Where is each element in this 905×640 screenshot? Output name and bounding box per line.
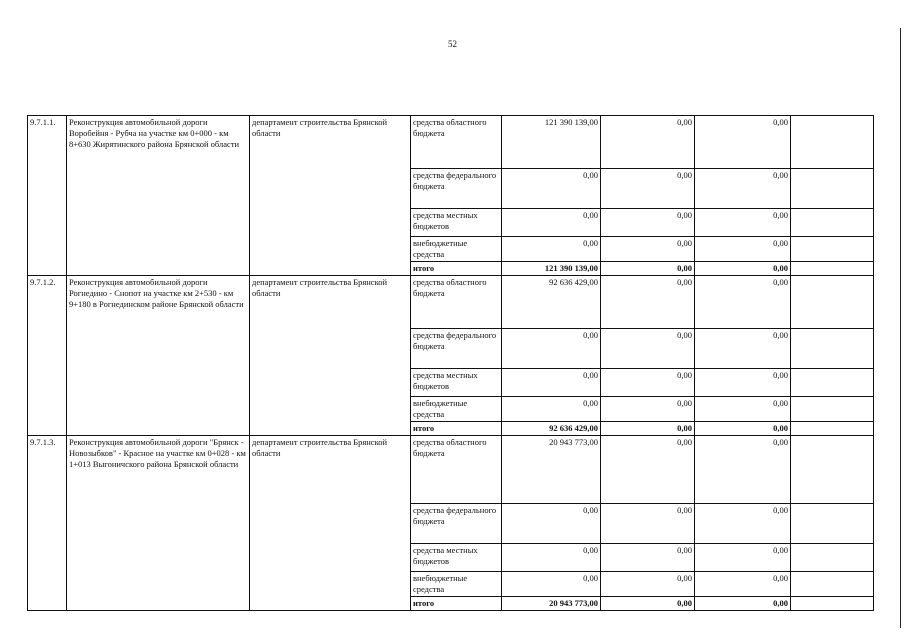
empty-cell [791,169,874,209]
amount-year-1: 0,00 [502,169,601,209]
amount-year-3: 0,00 [695,397,791,422]
amount-year-2: 0,00 [601,329,695,369]
funding-source: внебюджетные средства [411,237,502,262]
amount-year-3: 0,00 [695,597,791,611]
table-row [28,436,874,504]
funding-source: средства областного бюджета [411,116,502,169]
amount-year-2: 0,00 [601,544,695,572]
amount-year-1: 0,00 [502,237,601,262]
amount-year-2: 0,00 [601,422,695,436]
amount-year-3: 0,00 [695,169,791,209]
empty-cell [791,262,874,276]
table-row [28,116,874,169]
funding-source: средства областного бюджета [411,276,502,329]
amount-year-3: 0,00 [695,422,791,436]
empty-cell [791,572,874,597]
funding-source: средства федерального бюджета [411,329,502,369]
budget-table [27,115,874,611]
amount-year-1: 121 390 139,00 [502,116,601,169]
amount-year-2: 0,00 [601,436,695,504]
funding-source: итого [411,597,502,611]
project-executor: департамент строительства Брянской области [250,116,411,276]
project-code: 9.7.1.2. [28,276,67,436]
funding-source: средства местных бюджетов [411,544,502,572]
empty-cell [791,397,874,422]
empty-cell [791,597,874,611]
amount-year-1: 0,00 [502,329,601,369]
funding-source: средства местных бюджетов [411,209,502,237]
empty-cell [791,544,874,572]
amount-year-1: 0,00 [502,504,601,544]
amount-year-3: 0,00 [695,436,791,504]
empty-cell [791,116,874,169]
amount-year-2: 0,00 [601,116,695,169]
amount-year-3: 0,00 [695,544,791,572]
funding-source: средства местных бюджетов [411,369,502,397]
amount-year-3: 0,00 [695,209,791,237]
amount-year-1: 0,00 [502,209,601,237]
page-number: 52 [448,39,457,49]
amount-year-2: 0,00 [601,276,695,329]
amount-year-3: 0,00 [695,572,791,597]
amount-year-2: 0,00 [601,262,695,276]
amount-year-3: 0,00 [695,504,791,544]
funding-source: внебюджетные средства [411,572,502,597]
empty-cell [791,504,874,544]
empty-cell [791,276,874,329]
funding-source: итого [411,422,502,436]
project-executor: департамент строительства Брянской области [250,436,411,611]
empty-cell [791,209,874,237]
project-description: Реконструкция автомобильной дороги Рогнедино - Снопот на участке км 2+530 - км 9+180 в Рогнединском районе Брянской области [67,276,250,436]
amount-year-3: 0,00 [695,237,791,262]
project-code: 9.7.1.3. [28,436,67,611]
empty-cell [791,436,874,504]
funding-source: средства областного бюджета [411,436,502,504]
funding-source: средства федерального бюджета [411,169,502,209]
amount-year-2: 0,00 [601,504,695,544]
amount-year-3: 0,00 [695,329,791,369]
amount-year-1: 0,00 [502,397,601,422]
amount-year-1: 0,00 [502,369,601,397]
amount-year-2: 0,00 [601,209,695,237]
amount-year-2: 0,00 [601,237,695,262]
funding-source: внебюджетные средства [411,397,502,422]
amount-year-1: 0,00 [502,572,601,597]
empty-cell [791,329,874,369]
amount-year-3: 0,00 [695,369,791,397]
amount-year-1: 20 943 773,00 [502,597,601,611]
amount-year-3: 0,00 [695,262,791,276]
amount-year-3: 0,00 [695,116,791,169]
funding-source: средства федерального бюджета [411,504,502,544]
project-executor: департамент строительства Брянской области [250,276,411,436]
amount-year-2: 0,00 [601,169,695,209]
project-description: Реконструкция автомобильной дороги Воробейня - Рубча на участке км 0+000 - км 8+630 Жирятинского района Брянской области [67,116,250,276]
amount-year-1: 0,00 [502,544,601,572]
empty-cell [791,422,874,436]
amount-year-1: 92 636 429,00 [502,276,601,329]
amount-year-2: 0,00 [601,397,695,422]
project-description: Реконструкция автомобильной дороги "Брянск - Новозыбков" - Красное на участке км 0+028 - км 1+013 Выгоничского района Брянской области [67,436,250,611]
empty-cell [791,369,874,397]
amount-year-3: 0,00 [695,276,791,329]
amount-year-2: 0,00 [601,369,695,397]
amount-year-1: 92 636 429,00 [502,422,601,436]
project-code: 9.7.1.1. [28,116,67,276]
empty-cell [791,237,874,262]
funding-source: итого [411,262,502,276]
amount-year-2: 0,00 [601,597,695,611]
scan-edge-line [900,28,901,628]
amount-year-1: 121 390 139,00 [502,262,601,276]
table-row [28,276,874,329]
amount-year-2: 0,00 [601,572,695,597]
amount-year-1: 20 943 773,00 [502,436,601,504]
